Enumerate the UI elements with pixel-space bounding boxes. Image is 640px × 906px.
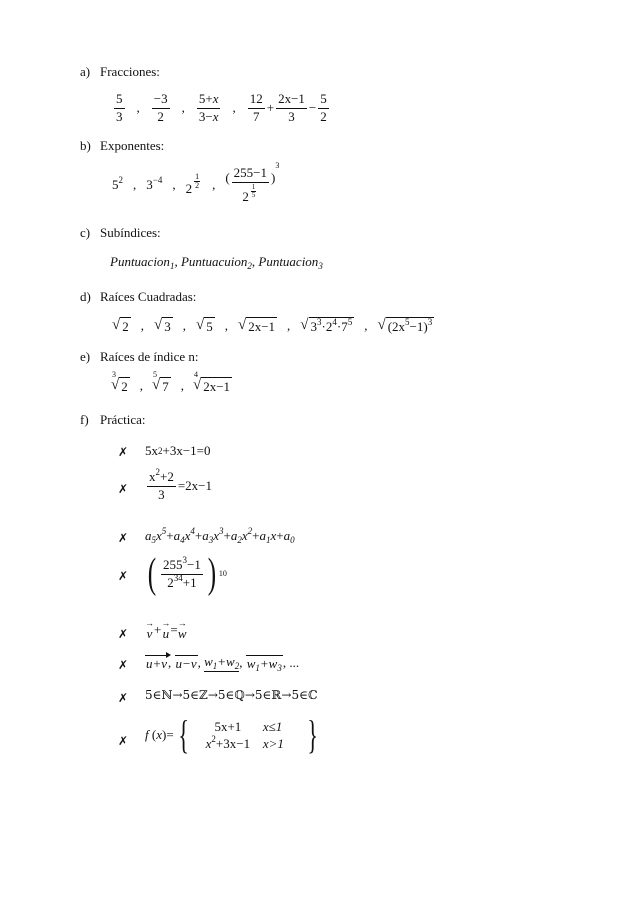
fraction-neg3-2: $\frac{-3}{2}$ [153, 91, 168, 124]
cross-bullet-icon: ✗ [118, 734, 129, 748]
fraction-12-7: $\frac{12}{7}$ [249, 91, 263, 124]
practice-polynomial: $a_5x^5+$ $a_4x^4+$ $a_3x^3+$ $a_2x^2+$ $a_1x+$ $a_0$ [145, 526, 295, 545]
fractions-row: $\frac{5}{3}$ , $\frac{-3}{2}$ , $\frac{5+x}{3-x}$ , $\frac{12}{7}$ + $\frac{2x-1}{3}$ − $\frac{5}{2}$ [116, 91, 327, 124]
practice-vector-sum: → v + → u = → w [145, 618, 187, 641]
cross-bullet-icon: ✗ [118, 445, 129, 459]
section-d-heading: d) Raíces Cuadradas: [80, 289, 197, 304]
cross-bullet-icon: ✗ [118, 627, 129, 641]
section-b-heading: b) Exponentes: [80, 138, 165, 153]
practice-equation-2: $\frac{x^2+2}{3}$ =2x−1 [149, 467, 213, 502]
fourth-root-2x-minus-1: 4 √ 2x−1 [192, 370, 231, 394]
plus-sign: + [266, 100, 275, 116]
fraction-2xm1-3: $\frac{2x-1}{3}$ [278, 91, 305, 124]
section-letter: a) [80, 64, 91, 79]
sqrt-3: √ 3 [153, 317, 171, 334]
practice-piecewise: f ( x )= { 5x+1 x≤1 $x^2+3x-1$ x>1 } [145, 712, 318, 757]
cross-bullet-icon: ✗ [118, 691, 129, 705]
subscripts-row: Puntuacion$_1$ , Puntuacuion$_2$ , Puntuacion$_3$ [110, 254, 323, 271]
section-f-heading: f) Práctica: [80, 412, 146, 427]
practice-number-sets: 5∈ℕ→5∈ℤ→5∈ℚ→5∈ℝ→5∈ℂ [145, 688, 318, 702]
exp-5-2: $5^2$ [112, 175, 123, 193]
subscript-2: Puntuacuion$_2$ [180, 254, 252, 271]
sqrt-2: √ 2 [112, 317, 129, 334]
practice-equation-1: 5x 2 +3x−1=0 [145, 443, 211, 458]
section-e-heading: e) Raíces de índice n: [80, 349, 199, 364]
cross-bullet-icon: ✗ [118, 531, 129, 545]
fraction-5px-3mx: $\frac{5+x}{3-x}$ [198, 91, 219, 124]
cross-bullet-icon: ✗ [118, 658, 129, 672]
sqrt-2x-minus-1: √ 2x−1 [237, 317, 276, 334]
exponents-row: $5^2$ , $3^{-4}$ , 2 $\frac{1}{2}$ , ( 255−1 2 $\frac{1}{5}$ ) 3 [112, 161, 280, 204]
sqrt-5: √ 5 [195, 317, 213, 334]
cube-root-2: 3 √ 2 [111, 370, 128, 394]
fraction-5-2: $\frac{5}{2}$ [320, 91, 327, 124]
practice-overlines: u+v , u−v , $w_1+w_2$ , $w_1+w_3$ , ... [146, 654, 300, 673]
cross-bullet-icon: ✗ [118, 482, 129, 496]
sqrt-power: √ $(2x^5-1)^3$ [377, 317, 433, 334]
nroot-row: 3 √ 2 , 5 √ 7 , 4 √ 2x−1 [111, 370, 231, 394]
exp-2-half: 2 $\frac{1}{2}$ [185, 172, 200, 197]
cross-bullet-icon: ✗ [118, 569, 129, 583]
fifth-root-7: 5 √ 7 [151, 370, 169, 394]
exp-3-neg4: $3^{-4}$ [146, 175, 163, 193]
practice-big-fraction: ( $\frac{255^3-1}{2^{34}+1}$ ) 10 [147, 551, 227, 597]
section-a-heading [80, 63, 160, 81]
section-title: Fracciones: [100, 64, 160, 79]
sqrt-product: √ $3^3\cdot 2^4\cdot 7^5$ [300, 317, 353, 334]
minus-sign: − [308, 100, 317, 116]
subscript-1: Puntuacion$_1$ [110, 254, 175, 271]
subscript-3: Puntuacion$_3$ [258, 254, 323, 271]
exp-complex-fraction: ( 255−1 2 $\frac{1}{5}$ ) 3 [225, 161, 280, 204]
section-c-heading: c) Subíndices: [80, 225, 161, 240]
sqrt-row: √ 2 , √ 3 , √ 5 , √ 2x−1 , √ $3^3\cdot 2^4\cdot 7^5$ , √ $(2x^5-1)^3$ [112, 317, 433, 334]
fraction-5-3: $\frac{5}{3}$ [116, 91, 123, 124]
